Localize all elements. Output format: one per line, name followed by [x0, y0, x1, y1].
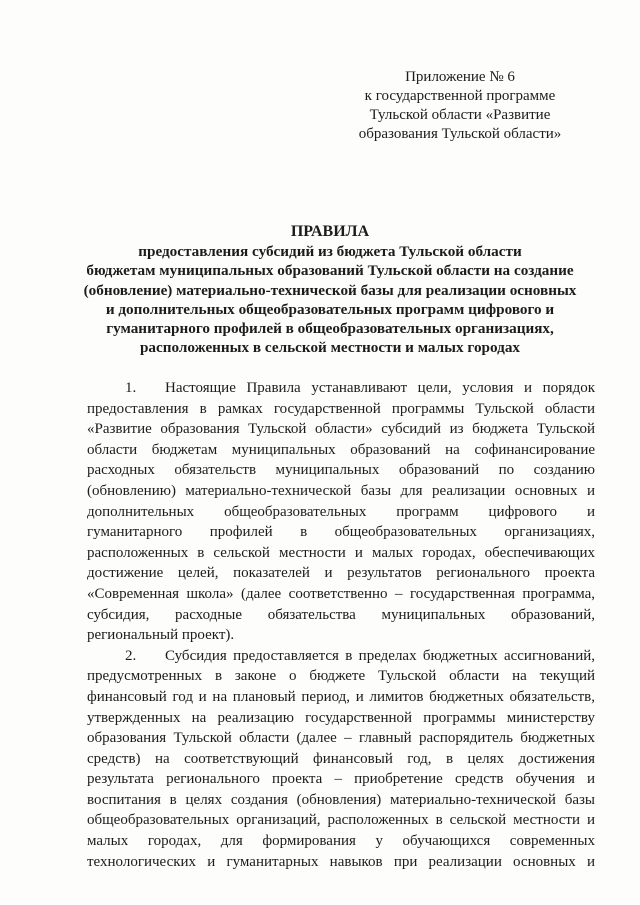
paragraph-line: предусмотренных в законе о бюджете Тульской области на текущий [87, 668, 595, 685]
paragraph-text: Субсидия предоставляется в пределах бюджетных ассигнований, [165, 647, 595, 664]
paragraph-line: средств) на соответствующий финансовый год, в целях достижения [87, 750, 595, 767]
title-line: (обновление) материально-технической базы для реализации основных [83, 281, 577, 299]
paragraph-number: 2. [125, 647, 137, 664]
document-body [87, 378, 595, 872]
paragraph-number: 1. [125, 380, 137, 396]
paragraph-line: расположенных в сельской местности и малых городах, обеспечивающих [87, 544, 595, 561]
paragraph-line: утвержденных на реализацию государственной программы министерству [87, 709, 595, 726]
paragraph-line: субсидия, расходные обязательства муниципальных образований, [87, 606, 595, 623]
paragraph-line: достижение целей, показателей и результатов регионального проекта [87, 565, 595, 582]
paragraph-line: малых городах, для формирования у обучающихся современных [87, 833, 595, 850]
appendix-line: образования Тульской области» [358, 126, 562, 142]
title-line: гуманитарного профилей в общеобразовательных организациях, [106, 320, 554, 338]
paragraph-line: расходных обязательств муниципальных образований по созданию [87, 462, 595, 479]
paragraph-line: «Развитие образования Тульской области» субсидий из бюджета Тульской [87, 421, 595, 438]
paragraph-line: области бюджетам муниципальных образований на софинансирование [87, 441, 595, 458]
title-line: бюджетам муниципальных образований Тульской области на создание [86, 262, 574, 280]
paragraph-line: гуманитарного профилей в общеобразовательных организациях, [87, 524, 595, 541]
title-line: предоставления субсидий из бюджета Тульской области [138, 243, 522, 261]
title-line: и дополнительных общеобразовательных программ цифрового и [105, 300, 555, 318]
appendix-header [340, 68, 580, 144]
title-line: расположенных в сельской местности и малых городах [139, 339, 521, 357]
appendix-line: Приложение № 6 [405, 69, 515, 85]
document-title [60, 222, 600, 357]
paragraph-line: технологических и гуманитарных навыков при реализации основных и [87, 853, 595, 870]
paragraph-2-first-line [87, 646, 595, 667]
paragraph-text: Настоящие Правила устанавливают цели, условия и порядок [165, 380, 595, 396]
paragraph-line: предоставления в рамках государственной программы Тульской области [87, 400, 595, 417]
paragraph-line: «Современная школа» (далее соответственно – государственная программа, [87, 585, 595, 602]
paragraph-line: общеобразовательных организаций, расположенных в сельской местности и [87, 812, 595, 829]
title-main: ПРАВИЛА [290, 223, 370, 240]
paragraph-1-first-line [87, 378, 595, 399]
appendix-line: Тульской области «Развитие [369, 107, 551, 123]
paragraph-line: (обновлению) материально-технической базы для реализации основных и [87, 482, 595, 499]
paragraph-line: образования Тульской области (далее – главный распорядитель бюджетных [87, 730, 595, 747]
paragraph-line: дополнительных общеобразовательных программ цифрового и [87, 503, 595, 520]
paragraph-line: региональный проект). [87, 627, 235, 644]
paragraph-line: финансовый год и на плановый период, и лимитов бюджетных обязательств, [87, 688, 595, 705]
appendix-line: к государственной программе [364, 88, 556, 104]
paragraph-line: воспитания в целях создания (обновления) материально-технической базы [87, 791, 595, 808]
paragraph-line: результата регионального проекта – приобретение средств обучения и [87, 771, 595, 788]
